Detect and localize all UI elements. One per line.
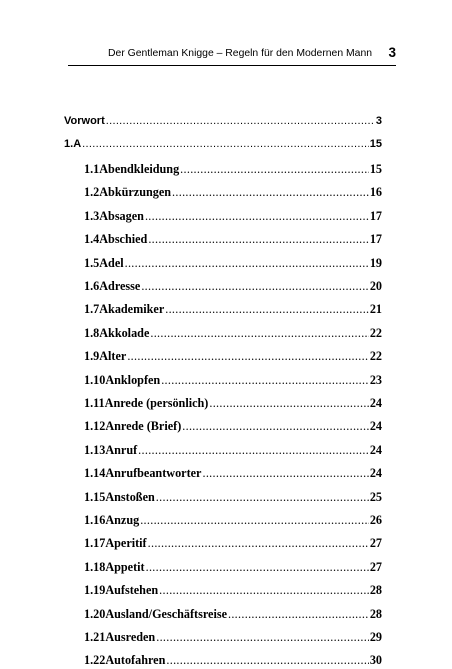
toc-entry-page: 25 [369,489,382,504]
toc-entry[interactable] [64,560,382,576]
toc-entry-page: 16 [369,185,382,200]
toc-entry-title: Ausreden [105,630,156,644]
toc-entry-title: Adresse [99,279,141,293]
toc-entry-number: 1.20 [84,606,106,621]
toc-entry-page: 24 [369,419,382,434]
toc-entry[interactable] [64,279,382,295]
toc-entry-page: 17 [369,232,382,247]
page-header [68,45,396,66]
toc-entry-number: 1.7 [84,302,100,317]
toc-entry-title: Anklopfen [105,372,161,387]
toc-entry-number: 1.21 [84,630,106,644]
toc-entry[interactable] [64,302,382,318]
toc-entry-page: 3 [375,115,382,127]
toc-entry[interactable] [64,466,382,482]
dot-leader [82,138,369,150]
toc-entry[interactable] [64,419,382,435]
toc-entry-page: 24 [369,466,382,481]
dot-leader [125,256,369,271]
toc-entry-title: Abkürzungen [99,185,172,200]
toc-entry-number: 1.4 [84,232,100,247]
dot-leader [159,583,369,598]
toc-entry[interactable] [64,630,382,646]
dot-leader [172,185,369,200]
toc-entry-number: 1.1 [84,162,100,176]
toc-entry-page: 30 [369,653,382,668]
toc-entry-title: Akademiker [99,302,165,317]
dot-leader [161,373,369,388]
toc-entry-page: 17 [369,208,382,223]
toc-entry-number: 1.18 [84,559,106,574]
toc-entry-number: 1.16 [84,513,106,527]
dot-leader [166,653,368,668]
toc-entry-title: Autofahren [105,653,166,668]
toc-entry[interactable] [64,326,382,342]
toc-entry[interactable] [64,536,382,552]
toc-entry-number: 1. [64,138,74,150]
toc-entry-page: 28 [369,606,382,621]
toc-entry-title: A [73,138,82,150]
toc-entry-number: 1.15 [84,489,106,504]
running-title: Der Gentleman Knigge – Regeln für den Modernen Mann [108,48,372,59]
toc-entry-title: Anstoßen [105,489,155,504]
toc-entry-vorwort[interactable] [64,115,382,131]
toc-entry-title: Abschied [99,232,148,247]
toc-entry-page: 15 [369,138,382,150]
toc-entry-title: Anruf [105,442,138,457]
toc-entry[interactable] [64,396,382,412]
dot-leader [106,115,375,127]
toc-entry-page: 24 [369,442,382,457]
toc-entry[interactable] [64,162,382,178]
toc-entry[interactable] [64,653,382,669]
dot-leader [156,490,369,505]
toc-entry-page: 19 [369,255,382,270]
dot-leader [127,349,369,364]
toc-entry-title: Absagen [99,208,144,223]
toc-entry-number: 1.14 [84,466,106,481]
toc-entry-chapter[interactable] [64,138,382,154]
dot-leader [145,209,369,224]
toc-entry[interactable] [64,443,382,459]
toc-entry-title: Aufstehen [105,583,159,598]
toc-entry-title: Anrede (persönlich) [104,396,209,410]
toc-entry-title: Appetit [105,559,145,574]
toc-entry-number: 1.9 [84,349,100,364]
toc-entry-number: 1.2 [84,185,100,200]
toc-entry-page: 21 [369,302,382,317]
toc-entry-title: Aperitif [105,536,147,551]
dot-leader [141,279,369,294]
toc-entry-number: 1.5 [84,255,100,270]
toc-entry-page: 22 [369,325,382,340]
toc-entry-title: Vorwort [64,115,105,127]
toc-entry-page: 20 [369,279,382,293]
toc-entry[interactable] [64,583,382,599]
toc-entry-title: Alter [99,349,127,364]
toc-entry-title: Anrede (Brief) [105,419,182,434]
dot-leader [209,396,368,411]
toc-entry-title: Ausland/Geschäftsreise [105,606,227,621]
toc-entry-page: 22 [369,349,382,364]
toc-entry-page: 24 [369,396,382,410]
dot-leader [146,560,369,575]
toc-entry-number: 1.6 [84,279,100,293]
dot-leader [228,607,369,622]
toc-entry-number: 1.3 [84,208,100,223]
toc-entry[interactable] [64,209,382,225]
toc-entry-title: Akkolade [99,325,150,340]
toc-entry-page: 29 [369,630,382,644]
dot-leader [182,419,369,434]
toc-entry-number: 1.19 [84,583,106,598]
toc-entry-number: 1.12 [84,419,106,434]
toc-entry-page: 26 [369,513,382,527]
dot-leader [156,630,369,645]
toc-entry-number: 1.13 [84,442,106,457]
header-page-number: 3 [388,45,396,60]
dot-leader [148,536,369,551]
toc-entry[interactable] [64,607,382,623]
toc-entry-page: 27 [369,536,382,551]
toc-entry-page: 15 [369,162,382,176]
dot-leader [140,513,369,528]
toc-entry-page: 28 [369,583,382,598]
dot-leader [148,232,368,247]
dot-leader [165,302,369,317]
toc-entry[interactable] [64,256,382,272]
toc-entry[interactable] [64,490,382,506]
toc-entry[interactable] [64,513,382,529]
toc-entry-title: Anrufbeantworter [105,466,202,481]
toc-entry-title: Anzug [105,513,140,527]
dot-leader [202,466,368,481]
toc-entry-title: Adel [99,255,124,270]
dot-leader [138,443,369,458]
toc-entry-number: 1.8 [84,325,100,340]
dot-leader [150,326,368,341]
toc-entry-number: 1.10 [84,372,106,387]
toc-entry[interactable] [64,232,382,248]
toc-entry-number: 1.17 [84,536,106,551]
toc-entry-number: 1.11 [84,396,105,410]
toc-entry[interactable] [64,373,382,389]
toc-entry-title: Abendkleidung [99,162,180,176]
toc-entry-page: 23 [369,372,382,387]
dot-leader [180,162,369,177]
toc-entry-page: 27 [369,559,382,574]
toc-entry[interactable] [64,349,382,365]
toc-entry-number: 1.22 [84,653,106,668]
toc-entry[interactable] [64,185,382,201]
